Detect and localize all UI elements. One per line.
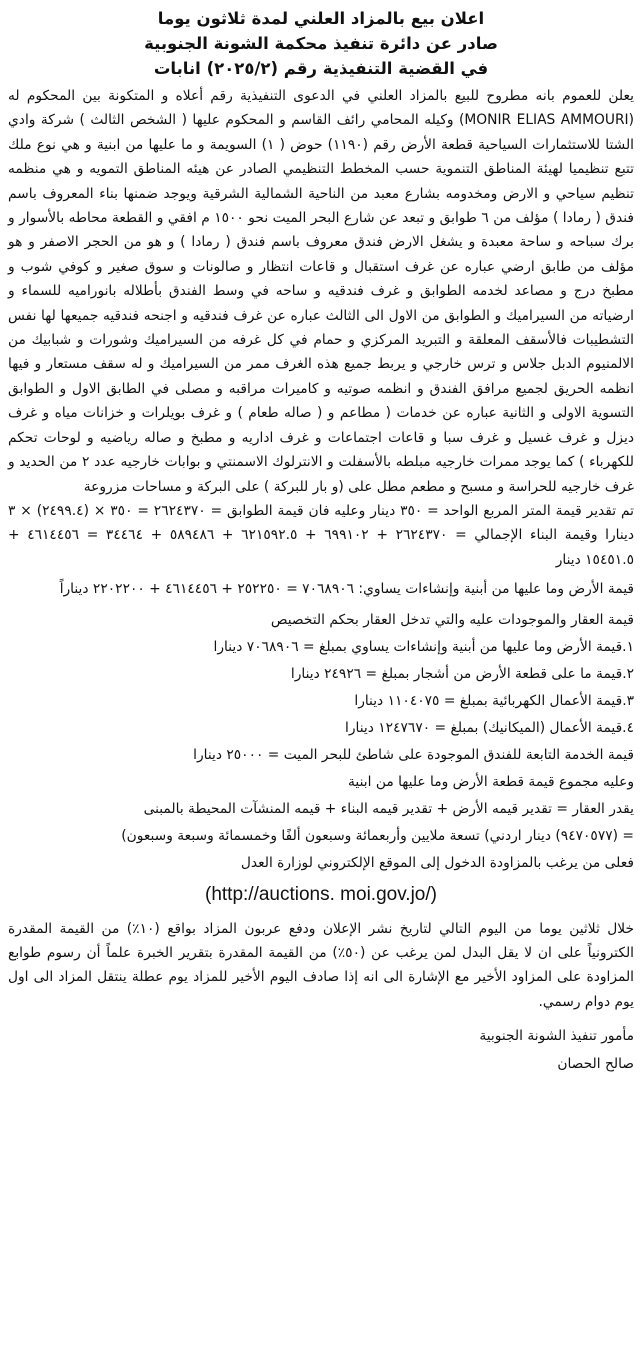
title-line-2: صادر عن دائرة تنفيذ محكمة الشونة الجنوبية <box>144 34 498 53</box>
notice-header <box>8 6 634 81</box>
sum-line: وعليه مجموع قيمة قطعة الأرض وما عليها من ابنية <box>348 773 634 790</box>
allocation-heading: قيمة العقار والموجودات عليه والتي تدخل العقار بحكم التخصيص <box>270 611 634 628</box>
allocation-item: ٢.قيمة ما على قطعة الأرض من أشجار بمبلغ = ٢٤٩٢٦ دينارا <box>290 665 634 682</box>
signatory-title: مأمور تنفيذ الشونة الجنوبية <box>479 1028 634 1045</box>
property-description: يعلن للعموم بانه مطروح للبيع بالمزاد العلني في الدعوى التنفيذية رقم أعلاه و المتكونة بين المحكوم له (MONIR ELIAS AMMOURI) وكيله المحامي رائف القاسم و المحكوم عليها ( الشخص الثالث ) شركة وادي الشتا للاستثمارات السياحية قطعة الأرض رقم (١١٩٠) حوض ( ١) السويمة و ما عليها من ابنية و هي نوع ملك تتبع تنظيميا لهيئة المناطق التنموية حسب المخطط التنظيمي الصادر عن هيئه المناطق التمويه و هي منظمه تنظيم سياحي و الارض ومخدومه بشارع معبد من الناحية الشمالية الشرقية ويوجد ضمنها بناء المعروف باسم فندق ( رمادا ) مؤلف من ٦ طوابق و تبعد عن شارع البحر الميت نحو ١٥٠٠ م افقي و القطعة محاطه بالأسوار و برك سباحه و ساحة معبدة و يشغل الارض فندق معروف باسم فندق ( رمادا ) و هو من الحجر الاصفر و هو مؤلف من طابق ارضي عباره عن غرف استقبال و قاعات انتظار و صالونات و سوق صغير و كوفي شوب و مطبخ درج و مصاعد لخدمه الطوابق و غرف فندقيه و ساحه في وسط الفندق بأطلاله بانوراميه للسماء و ارضياته من السيراميك و الطوابق من الاول الى الثالث عباره عن غرف فندقيه و اجنحه فندقيه جميعها لها نفس التشطيبات فالأسقف المعلقة و التبريد المركزي و حمام في كل غرفه من السيراميك وشورات و شبابيك من الالمنيوم الدبل جلاس و ترس خارجي و يربط جميع هذه الغرف ممر من السيراميك و له سقف مستعار و فيها انظمه الحريق لجميع مرافق الفندق و انظمه صوتيه و كاميرات مراقبه و مصلى في الطابق الاول و الطوابق التسوية الاولى و الثانية عباره عن خدمات ( مطاعم و ( صاله طعام ) و غرف بويلرات و خزانات مياه و غرف ديزل و غرف غسيل و غرف سبا و قاعات اجتماعات و غرف اداريه و مطبخ و صاله رياضيه و لوحات تحكم للكهرباء ) كما يوجد ممرات خارجيه مبلطه بالأسفلت و الانترلوك الاسمنتي و بوابات خارجيه عدد ٢ من الحديد و غرف خارجيه للحراسة و مسبح و مطعم مطل على (و بار للبركة ) على البركة و مساحات مزروعة <box>8 88 634 495</box>
valuation-paragraph: تم تقدير قيمة المتر المربع الواحد = ٣٥٠ دينار وعليه فان قيمة الطوابق = ٢٦٢٤٣٧٠ = ٣٥٠ × (٢٤٩٩.٤) × ٣ دينارا وقيمة البناء الإجمالي = ٢٦٢٤٣٧٠ + ٦٩٩١٠٢ + ٦٢١٥٩٢.٥ + ٥٨٩٤٨٦ + ٣٤٤٦٤ = ٤٦١٤٤٥٦ + ١٥٤٥١.٥ دينار <box>8 502 634 568</box>
land-value-paragraph: قيمة الأرض وما عليها من أبنية وإنشاءات يساوي: ٧٠٦٨٩٠٦ = ٢٥٢٢٥٠ + ٤٦١٤٤٥٦ + ٢٢٠٢٢٠٠ ديناراً <box>59 581 634 598</box>
auction-portal-link[interactable]: (http://auctions. moi.gov.jo/) <box>205 883 437 905</box>
allocation-item: ٤.قيمة الأعمال (الميكانيك) بمبلغ = ١٢٤٧٦٧٠ دينارا <box>345 719 634 736</box>
portal-instruction: فعلى من يرغب بالمزاودة الدخول إلى الموقع الإلكتروني لوزارة العدل <box>240 854 634 871</box>
service-value: قيمة الخدمة التابعة للفندق الموجودة على شاطئ للبحر الميت = ٢٥٠٠٠ دينارا <box>193 746 634 763</box>
allocation-item: ١.قيمة الأرض وما عليها من أبنية وإنشاءات يساوي بمبلغ = ٧٠٦٨٩٠٦ دينارا <box>213 638 634 655</box>
signature-block <box>8 1022 634 1078</box>
total-value-line: = (٩٤٧٠٥٧٧) دينار اردني) تسعة ملايين وأربعمائة وسبعون ألفًا وخمسمائة وسبعة وسبعون) <box>121 827 634 844</box>
allocation-item: ٣.قيمة الأعمال الكهربائية بمبلغ = ١١٠٤٠٧٥ دينارا <box>354 692 634 709</box>
formula-line: يقدر العقار = تقدير قيمه الأرض + تقدير قيمه البناء + قيمه المنشآت المحيطة بالمبنى <box>143 800 634 817</box>
signatory-name: صالح الحصان <box>557 1056 634 1073</box>
title-line-1: اعلان بيع بالمزاد العلني لمدة ثلاثون يوما <box>157 9 485 28</box>
bidding-terms: خلال ثلاثين يوما من اليوم التالي لتاريخ نشر الإعلان ودفع عربون المزاد بواقع (١٠٪) من القيمة المقدرة الكترونياً على ان لا يقل البدل لمن يرغب عن (٥٠٪) من القيمة المقدرة بتقرير الخبرة علماً أن رسوم طوابع المزاودة على المزاود الأخير مع الإشارة الى انه إذا صادف اليوم الأخير للمزاد يوم عطلة ينتقل المزاد الى اول يوم دوام رسمي. <box>8 920 634 1010</box>
title-line-3: في القضية التنفيذية رقم (٢٠٢٥/٢) انابات <box>153 59 489 78</box>
